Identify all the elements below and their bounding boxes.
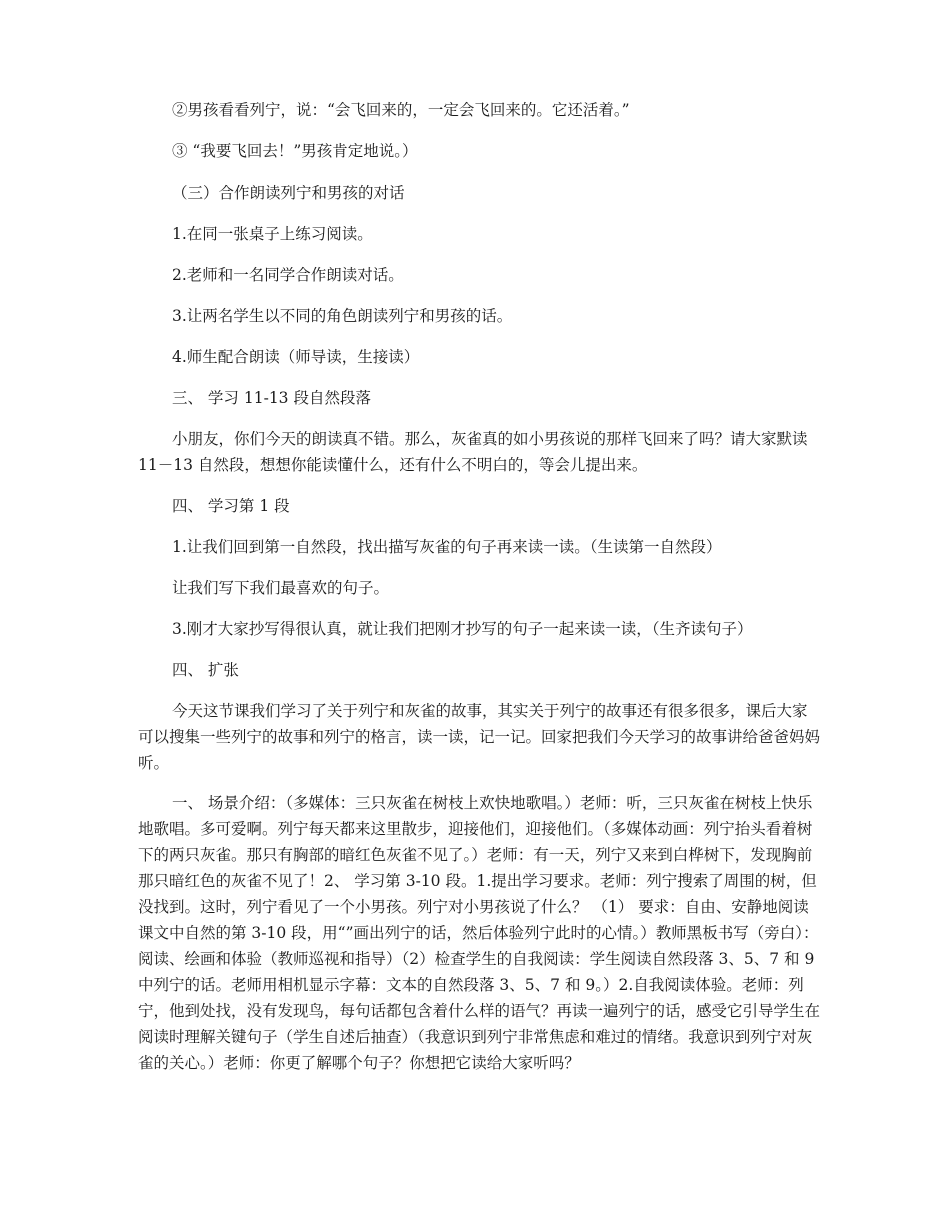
list-item-find-sentences: 1.让我们回到第一自然段，找出描写灰雀的句子再来读一读。（生读第一自然段） bbox=[172, 538, 722, 556]
list-item-roles: 3.让两名学生以不同的角色朗读列宁和男孩的话。 bbox=[172, 307, 513, 325]
section-heading-expansion: 四、 扩张 bbox=[172, 661, 239, 679]
paragraph-scene-introduction: 一、 场景介绍：（多媒体：三只灰雀在树枝上欢快地歌唱。）老师：听，三只灰雀在树枝上快乐地歌唱。多可爱啊。列宁每天都来这里散步，迎接他们，迎接他们。（多媒体动画：列宁抬头看着树下的两只灰雀。那只有胸部的暗红色灰雀不见了。）老师：有一天，列宁又来到白桦树下，发现胸前那只暗红色的灰雀不见了！2、 学习第 3-10 段。1.提出学习要求。老师：列宁搜索了周围的树，但没找到。这时，列宁看见了一个小男孩。列宁对小男孩说了什么？ （1） 要求：自由、安静地阅读课文中自然的第 3-10 段，用“”画出列宁的话，然后体验列宁此时的心情。）教师黑板书写（旁白）：阅读、绘画和体验（教师巡视和指导）（2）检查学生的自我阅读：学生阅读自然段落 3、5、7 和 9 中列宁的话。老师用相机显示字幕：文本的自然段落 3、5、7 和 9。）2.自我阅读体验。老师：列宁，他到处找，没有发现鸟，每句话都包含着什么样的语气？再读一遍列宁的话，感受它引导学生在阅读时理解关键句子（学生自述后抽查）（我意识到列宁非常焦虑和难过的情绪。我意识到列宁对灰雀的关心。）老师：你更了解哪个句子？你想把它读给大家听吗？ bbox=[138, 794, 821, 1072]
paragraph-boy-fly-back: ③ “我要飞回去！”男孩肯定地说。） bbox=[172, 142, 418, 160]
list-item-practice: 1.在同一张桌子上练习阅读。 bbox=[172, 225, 373, 243]
paragraph-write-sentences: 让我们写下我们最喜欢的句子。 bbox=[172, 579, 390, 597]
paragraph-summary: 今天这节课我们学习了关于列宁和灰雀的故事，其实关于列宁的故事还有很多很多，课后大家可以搜集一些列宁的故事和列宁的格言，读一读，记一记。回家把我们今天学习的故事讲给爸爸妈妈听。 bbox=[138, 702, 821, 772]
list-item-read-together: 3.刚才大家抄写得很认真，就让我们把刚才抄写的句子一起来读一读，（生齐读句子） bbox=[172, 620, 753, 638]
paragraph-boy-reply: ②男孩看看列宁，说：“会飞回来的，一定会飞回来的。它还活着。” bbox=[172, 101, 630, 119]
list-item-guided-reading: 4.师生配合朗读（师导读，生接读） bbox=[172, 348, 420, 366]
section-heading-cooperative-reading: （三）合作朗读列宁和男孩的对话 bbox=[172, 184, 405, 202]
document-page bbox=[138, 0, 822, 1230]
section-heading-paragraph-1: 四、 学习第 1 段 bbox=[172, 497, 290, 515]
section-heading-paragraphs-11-13: 三、 学习 11-13 段自然段落 bbox=[172, 389, 371, 407]
paragraph-silent-reading: 小朋友，你们今天的朗读真不错。那么，灰雀真的如小男孩说的那样飞回来了吗？请大家默读 11－13 自然段，想想你能读懂什么，还有什么不明白的，等会儿提出来。 bbox=[138, 430, 808, 474]
list-item-teacher-student: 2.老师和一名同学合作朗读对话。 bbox=[172, 266, 404, 284]
